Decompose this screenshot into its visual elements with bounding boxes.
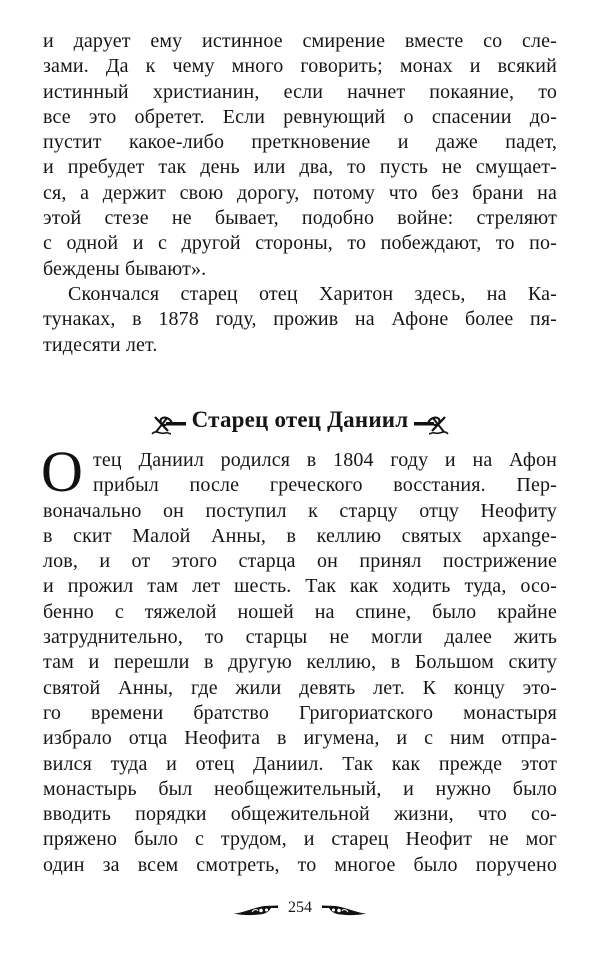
flourish-icon xyxy=(151,413,187,435)
text-line: все это обретет. Если ревнующий о спасении до- xyxy=(43,105,557,128)
paragraph-block-chapter xyxy=(43,448,557,878)
paragraph-block-previous xyxy=(43,29,557,358)
text-line: пустит какое-либо преткновение и даже падет, xyxy=(43,131,557,154)
text-line: ся, а держит свою дорогу, потому что без брани на xyxy=(43,181,557,204)
text-line: с одной и с другой стороны, то побеждают, то по- xyxy=(43,232,557,255)
leaf-flourish-icon xyxy=(322,904,366,916)
text-line: затруднительно, то старцы не могли далее жить xyxy=(43,626,557,649)
text-line: избрало отца Неофита в игумена, и с ним отпра- xyxy=(43,727,557,750)
flourish-icon xyxy=(413,413,449,435)
text-line: воначально он поступил к старцу отцу Неофиту xyxy=(43,499,557,522)
text-line-after-drop-cap: прибыл после греческого восстания. Пер- xyxy=(93,474,557,497)
text-line: истинный христианин, если начнет покаяние, то xyxy=(43,80,557,103)
page-footer xyxy=(0,898,600,918)
chapter-heading xyxy=(0,405,600,435)
page-number: 254 xyxy=(288,899,312,916)
text-line: этой стезе не бывает, подобно войне: стреляют xyxy=(43,207,557,230)
text-line: один за всем смотреть, то многое было поручено xyxy=(43,853,557,876)
text-line: вводить порядки общежительной жизни, что со- xyxy=(43,803,557,826)
text-line: вился туда и отец Даниил. Так как прежде этот xyxy=(43,752,557,775)
text-line: го времени братство Григориатского монастыря xyxy=(43,701,557,724)
text-line-paragraph-start: Скончался старец отец Харитон здесь, на Ка- xyxy=(68,282,557,305)
chapter-title: Старец отец Даниил xyxy=(191,407,409,432)
text-line: тунаках, в 1878 году, прожив на Афоне более пя- xyxy=(43,308,557,331)
text-line: и дарует ему истинное смирение вместе со сле- xyxy=(43,30,557,52)
text-line: пряжено было с трудом, и старец Неофит не мог xyxy=(43,828,557,851)
text-line: лов, и от этого старца он принял пострижение xyxy=(43,550,557,573)
text-line: и пребудет так день или два, то пусть не смущает- xyxy=(43,156,557,179)
text-line: там и перешли в другую келлию, в Большом скиту xyxy=(43,651,557,674)
drop-cap: О xyxy=(41,439,83,504)
leaf-flourish-icon xyxy=(234,904,278,916)
text-line: бенно с тяжелой ношей на спине, было крайне xyxy=(43,600,557,623)
text-line: монастырь был необщежительный, и нужно было xyxy=(43,777,557,800)
text-line: и прожил там лет шесть. Так как ходить туда, осо- xyxy=(43,575,557,598)
text-line-paragraph-end: беждены бывают». xyxy=(43,257,207,280)
text-line: святой Анны, где жили девять лет. К концу это- xyxy=(43,676,557,699)
text-line-after-drop-cap: тец Даниил родился в 1804 году и на Афон xyxy=(93,449,557,471)
text-line: в скит Малой Анны, в келлию святых архange- xyxy=(43,524,557,547)
text-line-paragraph-end: тидесяти лет. xyxy=(43,333,158,356)
text-line: зами. Да к чему много говорить; монах и всякий xyxy=(43,55,557,78)
